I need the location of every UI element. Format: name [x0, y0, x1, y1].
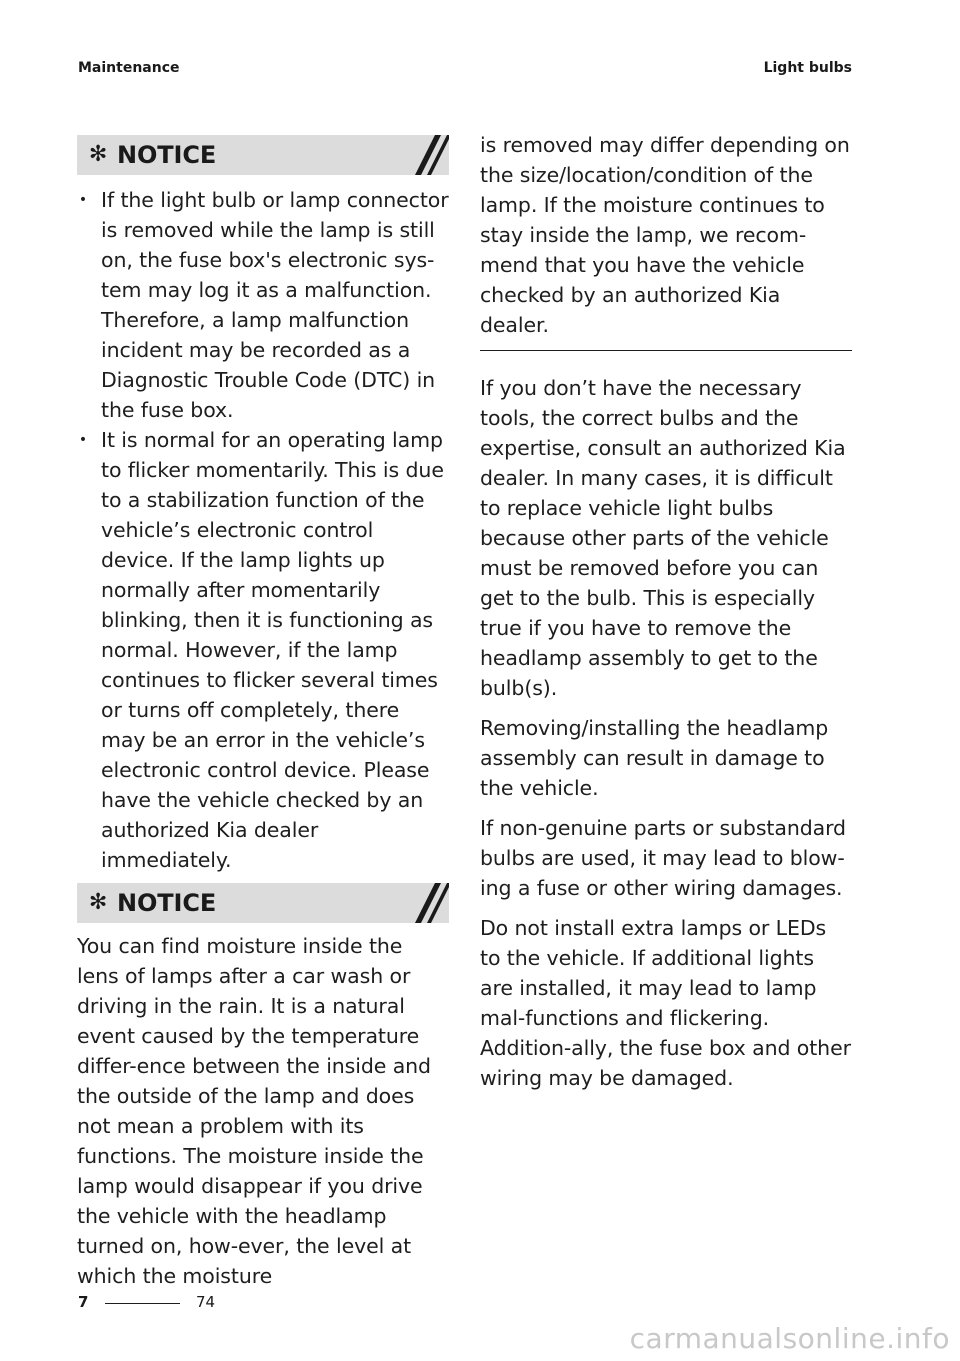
notice-banner: [77, 135, 449, 175]
stripes-decoration: [379, 135, 449, 175]
left-column-notice2: [77, 883, 449, 1301]
notice-text-continued: is removed may differ depending on the size/location/condition of the lamp. If the moisture continues to stay inside the lamp, we recom-mend that you have the vehicle checked by an authorized Kia dealer.: [480, 133, 850, 337]
watermark: carmanualsonline.info: [629, 1322, 950, 1355]
bullet-icon: •: [78, 432, 88, 448]
body-paragraph: If non-genuine parts or substandard bulbs are used, it may lead to blow-ing a fuse or other wiring damages.: [480, 816, 846, 900]
body-paragraph: Removing/installing the headlamp assembly can result in damage to the vehicle.: [480, 716, 829, 800]
chapter-number: 7: [78, 1293, 89, 1311]
notice-title: NOTICE: [117, 889, 217, 917]
right-column: [480, 130, 852, 1103]
body-paragraph: If you don’t have the necessary tools, the correct bulbs and the expertise, consult an authorized Kia dealer. In many cases, it is difficult to replace vehicle light bulbs because other parts of the vehicle must be removed before you can get to the bulb. This is especially true if you have to remove the headlamp assembly to get to the bulb(s).: [480, 376, 846, 700]
divider: [480, 350, 852, 351]
notice-title: NOTICE: [117, 141, 217, 169]
section-header: Maintenance: [78, 60, 180, 76]
asterisk-icon: ✻: [88, 890, 108, 915]
bullet-text: It is normal for an operating lamp to flicker momentarily. This is due to a stabilization function of the vehicle’s electronic control device. If the lamp lights up normally after momentarily blinking, then it is functioning as normal. However, if the lamp continues to flicker several times or turns off completely, there may be an error in the vehicle’s electronic control device. Please have the vehicle checked by an authorized Kia dealer immediately.: [101, 428, 444, 872]
notice-text: You can find moisture inside the lens of lamps after a car wash or driving in the rain. It is a natural event caused by the temperature differ-ence between the inside and the outside of the lamp and does not mean a problem with its functions. The moisture inside the lamp would disappear if you drive the vehicle with the headlamp turned on, how-ever, the level at which the moisture: [77, 934, 431, 1288]
bullet-text: If the light bulb or lamp connector is removed while the lamp is still on, the fuse box's electronic sys-tem may log it as a malfunction. Therefore, a lamp malfunction incident may be recorded as a Diagnostic Trouble Code (DTC) in the fuse box.: [101, 188, 449, 422]
list-item: [77, 185, 449, 425]
body-paragraph: Do not install extra lamps or LEDs to the vehicle. If additional lights are installed, it may lead to lamp mal-functions and flickering. Addition-ally, the fuse box and other wiring may be damaged.: [480, 916, 851, 1090]
asterisk-icon: ✻: [88, 142, 108, 167]
page-number: 74: [196, 1293, 216, 1311]
footer-divider: [105, 1303, 180, 1304]
notice-bullet-list: [77, 185, 449, 875]
stripes-decoration: [379, 883, 449, 923]
notice-banner: [77, 883, 449, 923]
left-column: [77, 135, 449, 890]
topic-header: Light bulbs: [763, 60, 852, 76]
list-item: [77, 425, 449, 875]
bullet-icon: •: [78, 192, 88, 208]
